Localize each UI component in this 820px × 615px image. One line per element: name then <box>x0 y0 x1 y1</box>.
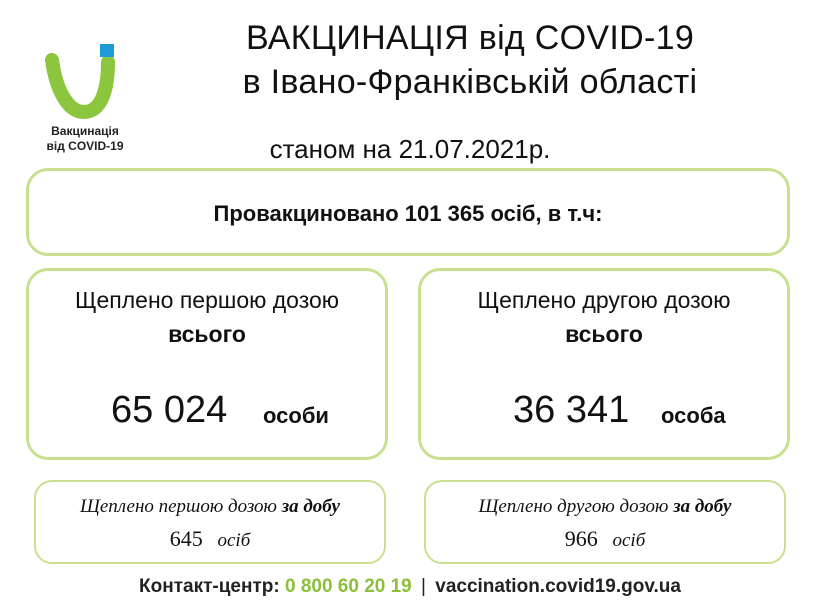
first-daily-unit: осіб <box>217 530 251 551</box>
summary-box <box>26 168 790 256</box>
page-title <box>150 18 790 102</box>
logo-caption-line1: Вакцинація <box>51 124 119 138</box>
contact-phone[interactable]: 0 800 60 20 19 <box>284 576 412 597</box>
summary-text: Провакциновано 101 365 осіб, в т.ч: <box>213 201 603 226</box>
second-daily-value: 966 <box>564 526 598 551</box>
first-dose-daily-box <box>34 480 386 564</box>
second-dose-daily-box <box>424 480 786 564</box>
first-daily-period: за добу <box>281 496 340 517</box>
first-dose-total-label: всього <box>168 321 246 347</box>
first-dose-total-box <box>26 268 388 460</box>
v-logo-icon <box>42 38 128 122</box>
blue-square-icon <box>100 44 114 57</box>
contact-label: Контакт-центр: <box>139 576 280 597</box>
title-line1: ВАКЦИНАЦІЯ від COVID-19 <box>245 19 695 57</box>
first-daily-count <box>36 526 384 552</box>
second-dose-value: 36 341 <box>513 389 630 431</box>
contact-website[interactable]: vaccination.covid19.gov.ua <box>435 576 681 597</box>
title-line2: в Івано-Франківській області <box>242 63 698 101</box>
first-daily-label: Щеплено першою дозою <box>80 496 277 517</box>
second-dose-unit: особа <box>661 403 726 428</box>
report-date: станом на 21.07.2021р. <box>269 134 551 164</box>
logo-caption-line2: від COVID-19 <box>46 139 124 153</box>
second-dose-label: Щеплено другою дозою <box>477 287 731 313</box>
contact-footer <box>0 576 820 598</box>
second-daily-unit: осіб <box>612 530 646 551</box>
first-dose-label: Щеплено першою дозою <box>74 287 340 313</box>
second-daily-count <box>426 526 784 552</box>
second-dose-total-label: всього <box>565 321 643 347</box>
second-daily-heading <box>426 496 784 518</box>
second-daily-period: за добу <box>673 496 732 517</box>
first-dose-unit: особи <box>263 403 329 428</box>
second-dose-total-box <box>418 268 790 460</box>
first-daily-value: 645 <box>169 526 203 551</box>
second-daily-label: Щеплено другою дозою <box>478 496 669 517</box>
footer-separator: | <box>421 576 426 597</box>
first-daily-heading <box>36 496 384 518</box>
first-dose-value: 65 024 <box>111 389 228 431</box>
